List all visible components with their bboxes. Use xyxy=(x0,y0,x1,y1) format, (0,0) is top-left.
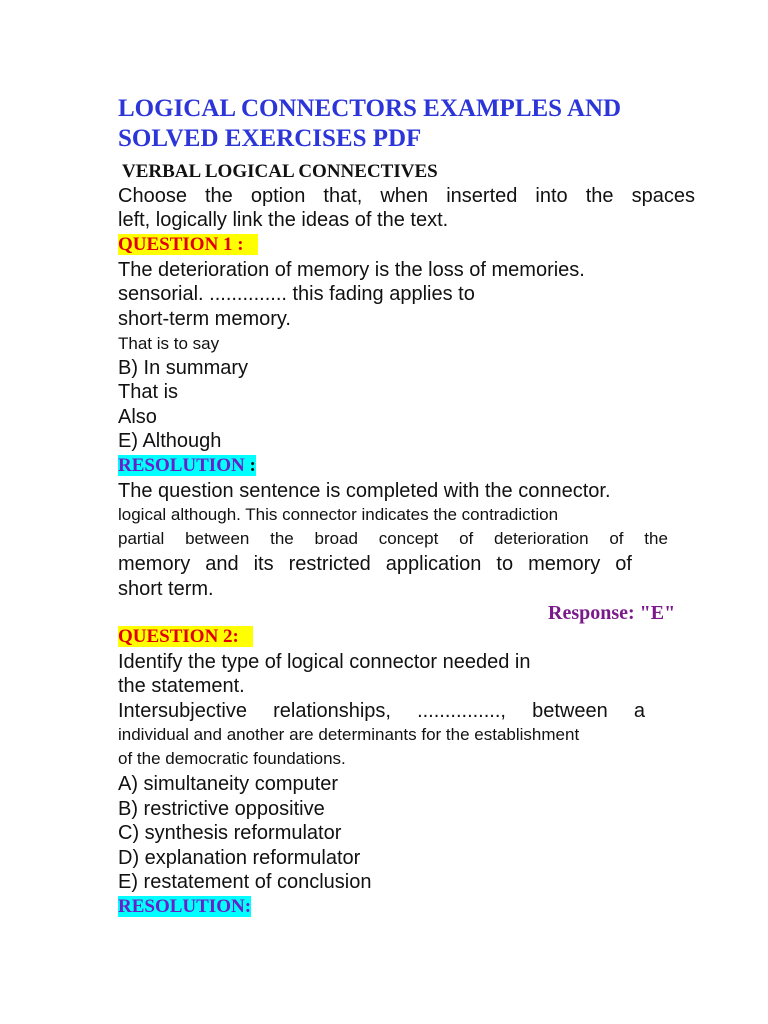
question-2-resolution-label xyxy=(118,895,251,919)
question-2-label xyxy=(118,625,253,649)
title-line-2: SOLVED EXERCISES PDF xyxy=(118,125,422,152)
resolution-line-justified xyxy=(118,552,632,576)
word: Choose xyxy=(118,185,187,207)
word: broad xyxy=(314,529,359,548)
question-1-option: That is to say xyxy=(118,334,220,353)
resolution-highlight xyxy=(118,455,256,476)
resolution-text: RESOLUTION: xyxy=(118,896,252,917)
question-1-label-text: QUESTION 1 : xyxy=(118,234,258,255)
statement-line-justified xyxy=(118,699,645,723)
response-answer: Response: "E" xyxy=(548,602,676,624)
word: the xyxy=(270,529,294,548)
statement-line: individual and another are determinants for the establishment xyxy=(118,725,580,744)
intro-line-1 xyxy=(118,184,695,208)
word: and xyxy=(205,553,239,575)
resolution-colon: : xyxy=(249,455,256,476)
question-1-option: E) Although xyxy=(118,430,222,452)
question-1-option: Also xyxy=(118,406,157,428)
word: spaces xyxy=(631,185,695,207)
resolution-line: logical although. This connector indicates the contradiction xyxy=(118,505,559,524)
word: relationships, xyxy=(273,700,391,722)
question-2-option: D) explanation reformulator xyxy=(118,847,361,869)
question-2-option: C) synthesis reformulator xyxy=(118,822,342,844)
word: the xyxy=(585,185,614,207)
page-title xyxy=(118,94,718,154)
question-2-label-text: QUESTION 2: xyxy=(118,626,253,647)
word: concept xyxy=(378,529,439,548)
word: option xyxy=(250,185,306,207)
question-2-option: B) restrictive oppositive xyxy=(118,798,325,820)
word: Intersubjective xyxy=(118,700,247,722)
statement-line: of the democratic foundations. xyxy=(118,749,346,768)
word: of xyxy=(609,529,624,548)
word: the xyxy=(204,185,233,207)
intro-line-2: left, logically link the ideas of the text. xyxy=(118,209,449,231)
question-2-line: the statement. xyxy=(118,675,245,697)
word: that, xyxy=(323,185,363,207)
word: ..............., xyxy=(417,700,506,722)
question-1-option: That is xyxy=(118,381,179,403)
word: deterioration xyxy=(494,529,589,548)
word: its xyxy=(253,553,274,575)
word: when xyxy=(380,185,429,207)
word: of xyxy=(615,553,632,575)
word: memory xyxy=(528,553,601,575)
question-1-line: The deterioration of memory is the loss of memories. xyxy=(118,259,585,281)
question-1-label xyxy=(118,233,258,257)
question-2-option: A) simultaneity computer xyxy=(118,773,339,795)
word: the xyxy=(644,529,668,548)
word: application xyxy=(385,553,482,575)
section-heading: VERBAL LOGICAL CONNECTIVES xyxy=(122,161,438,182)
word: memory xyxy=(118,553,191,575)
resolution-line: short term. xyxy=(118,578,214,600)
question-2-option: E) restatement of conclusion xyxy=(118,871,372,893)
word: into xyxy=(535,185,568,207)
word: partial xyxy=(118,529,165,548)
resolution-line: The question sentence is completed with the connector. xyxy=(118,480,611,502)
word: between xyxy=(532,700,608,722)
resolution-line-justified xyxy=(118,527,668,551)
question-1-line: short-term memory. xyxy=(118,308,291,330)
question-1-resolution-label xyxy=(118,454,256,478)
word: inserted xyxy=(446,185,518,207)
word: restricted xyxy=(288,553,371,575)
title-line-1: LOGICAL CONNECTORS EXAMPLES AND xyxy=(118,95,622,122)
word: of xyxy=(459,529,474,548)
resolution-text: RESOLUTION xyxy=(118,455,245,476)
word: a xyxy=(633,700,645,722)
word: between xyxy=(185,529,250,548)
question-2-line: Identify the type of logical connector needed in xyxy=(118,651,531,673)
question-1-option: B) In summary xyxy=(118,357,249,379)
question-1-line: sensorial. .............. this fading applies to xyxy=(118,283,475,305)
word: to xyxy=(496,553,514,575)
